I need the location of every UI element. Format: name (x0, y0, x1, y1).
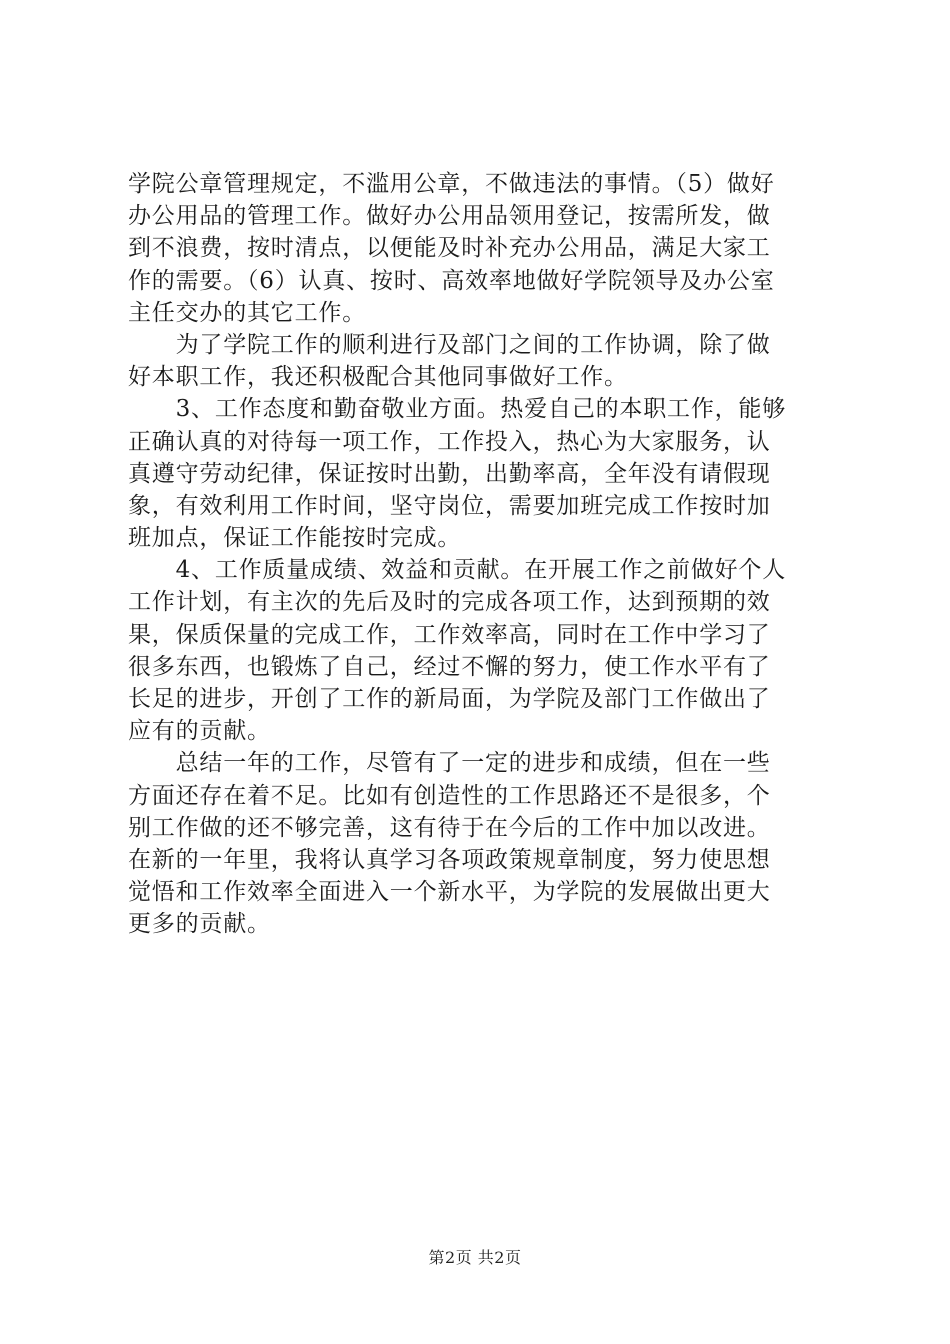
text-line: 真遵守劳动纪律，保证按时出勤，出勤率高，全年没有请假现 (128, 460, 771, 487)
text-line: 主任交办的其它工作。 (128, 299, 366, 326)
text-line: 为了学院工作的顺利进行及部门之间的工作协调，除了做 (128, 331, 771, 358)
text-line: 应有的贡献。 (128, 718, 271, 745)
text-line: 4、工作质量成绩、效益和贡献。在开展工作之前做好个人 (128, 557, 787, 584)
text-line: 作的需要。（6）认真、按时、高效率地做好学院领导及办公室 (128, 267, 775, 294)
text-line: 好本职工作，我还积极配合其他同事做好工作。 (128, 364, 628, 391)
text-line: 长足的进步，开创了工作的新局面，为学院及部门工作做出了 (128, 686, 771, 712)
text-line: 方面还存在着不足。比如有创造性的工作思路还不是很多，个 (128, 782, 771, 809)
text-line: 觉悟和工作效率全面进入一个新水平，为学院的发展做出更大 (128, 879, 771, 906)
text-line: 工作计划，有主次的先后及时的完成各项工作，达到预期的效 (128, 589, 771, 616)
text-line: 总结一年的工作，尽管有了一定的进步和成绩，但在一些 (128, 750, 771, 777)
text-line: 学院公章管理规定，不滥用公章，不做违法的事情。（5）做好 (128, 171, 775, 197)
text-line: 到不浪费，按时清点，以便能及时补充办公用品，满足大家工 (128, 235, 771, 262)
text-line: 在新的一年里，我将认真学习各项政策规章制度，努力使思想 (128, 846, 771, 873)
text-line: 班加点，保证工作能按时完成。 (128, 525, 462, 552)
document-body (128, 168, 834, 941)
text-line: 办公用品的管理工作。做好办公用品领用登记，按需所发，做 (128, 203, 771, 230)
text-line: 象，有效利用工作时间，坚守岗位，需要加班完成工作按时加 (128, 492, 771, 519)
text-line: 3、工作态度和勤奋敬业方面。热爱自己的本职工作，能够 (128, 396, 787, 423)
text-line: 很多东西，也锻炼了自己，经过不懈的努力，使工作水平有了 (128, 653, 771, 680)
text-line: 正确认真的对待每一项工作，工作投入，热心为大家服务，认 (128, 428, 771, 455)
text-line: 别工作做的还不够完善，这有待于在今后的工作中加以改进。 (128, 814, 771, 841)
text-line: 更多的贡献。 (128, 911, 271, 938)
text-line: 果，保质保量的完成工作，工作效率高，同时在工作中学习了 (128, 621, 771, 648)
page-number-footer: 第2页 共2页 (428, 1248, 522, 1267)
